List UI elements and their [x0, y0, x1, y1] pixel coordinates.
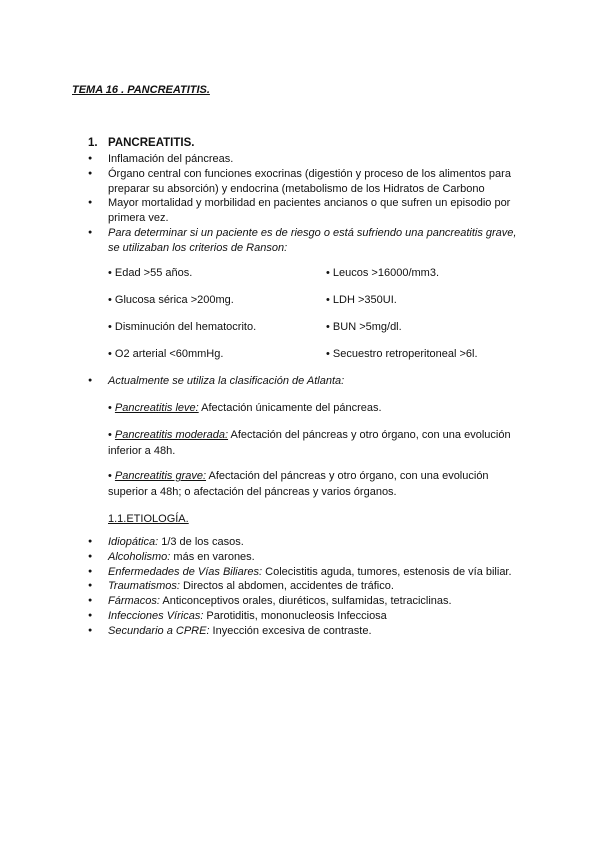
list-item: ● Actualmente se utiliza la clasificación de Atlanta:: [88, 374, 528, 389]
list-item: ● Órgano central con funciones exocrinas (digestión y proceso de los alimentos para preparar su absorción) y endocrina (metabolismo de los Hidratos de Carbono: [88, 167, 528, 197]
list-item: [88, 550, 548, 565]
item-text: Anticonceptivos orales, diuréticos, sulfamidas, tetraciclinas.: [159, 595, 452, 608]
list-item: [88, 565, 548, 580]
page-title: TEMA 16 . PANCREATITIS.: [72, 84, 210, 96]
term: Pancreatitis moderada:: [114, 429, 229, 441]
bullet-glyph: •: [108, 429, 112, 441]
subsection-heading: 1.1.ETIOLOGÍA.: [108, 513, 189, 525]
section-title: PANCREATITIS.: [108, 137, 195, 149]
list-item: ● Mayor mortalidad y morbilidad en pacientes ancianos o que sufren un episodio por primera vez.: [88, 196, 528, 226]
item-label: Idiopática:: [108, 536, 159, 548]
item-label: Secundario a CPRE:: [108, 624, 210, 637]
list-item: [88, 609, 548, 624]
list-item: [88, 624, 548, 639]
item-text: 1/3 de los casos.: [158, 536, 244, 548]
atlanta-item-grave: [108, 469, 528, 500]
ranson-criterion: • Secuestro retroperitoneal >6l.: [326, 348, 478, 360]
definition: Afectación del páncreas y otro órgano, con una evolución superior a 48h; o afectación del páncreas y varios órganos.: [108, 470, 489, 498]
ranson-criterion: • BUN >5mg/dl.: [326, 321, 402, 333]
term: Pancreatitis grave:: [114, 470, 207, 482]
item-text: Parotiditis, mononucleosis Infecciosa: [203, 609, 387, 622]
item-text: Inyección excesiva de contraste.: [209, 624, 372, 637]
ranson-criterion: • Glucosa sérica >200mg.: [108, 294, 234, 306]
atlanta-intro-list: [88, 374, 528, 389]
ranson-criterion: • LDH >350UI.: [326, 294, 397, 306]
definition: Afectación del páncreas y otro órgano, con una evolución inferior a 48h.: [108, 429, 511, 457]
list-item: ● Para determinar si un paciente es de riesgo o está sufriendo una pancreatitis grave, se utilizaban los criterios de Ranson:: [88, 226, 528, 256]
item-text: Directos al abdomen, accidentes de tráfico.: [179, 580, 394, 593]
intro-bullet-list: [88, 152, 528, 256]
ranson-criterion: • Edad >55 años.: [108, 267, 193, 279]
list-item: [88, 579, 548, 594]
bullet-glyph: •: [108, 402, 112, 414]
ranson-criterion: • Disminución del hematocrito.: [108, 321, 257, 333]
atlanta-item-leve: [108, 401, 528, 417]
section-number: 1.: [88, 137, 98, 149]
ranson-criterion: • O2 arterial <60mmHg.: [108, 348, 224, 360]
list-item: ● Inflamación del páncreas.: [88, 152, 528, 167]
item-label: Fármacos:: [108, 595, 160, 608]
etiology-list: [88, 535, 548, 639]
ranson-criterion: • Leucos >16000/mm3.: [326, 267, 440, 279]
section-heading: [88, 137, 194, 149]
item-text: Colecistitis aguda, tumores, estenosis de vía biliar.: [262, 565, 512, 578]
item-label: Enfermedades de Vías Biliares:: [108, 565, 263, 578]
item-label: Infecciones Víricas:: [108, 609, 204, 622]
atlanta-item-moderada: [108, 428, 528, 459]
item-text: más en varones.: [170, 550, 255, 563]
item-label: Alcoholismo:: [108, 550, 171, 563]
term: Pancreatitis leve:: [114, 402, 199, 414]
list-item: [88, 594, 548, 609]
item-label: Traumatismos:: [108, 580, 180, 593]
bullet-glyph: •: [108, 470, 112, 482]
list-item: [88, 535, 548, 550]
definition: Afectación únicamente del páncreas.: [198, 402, 382, 414]
